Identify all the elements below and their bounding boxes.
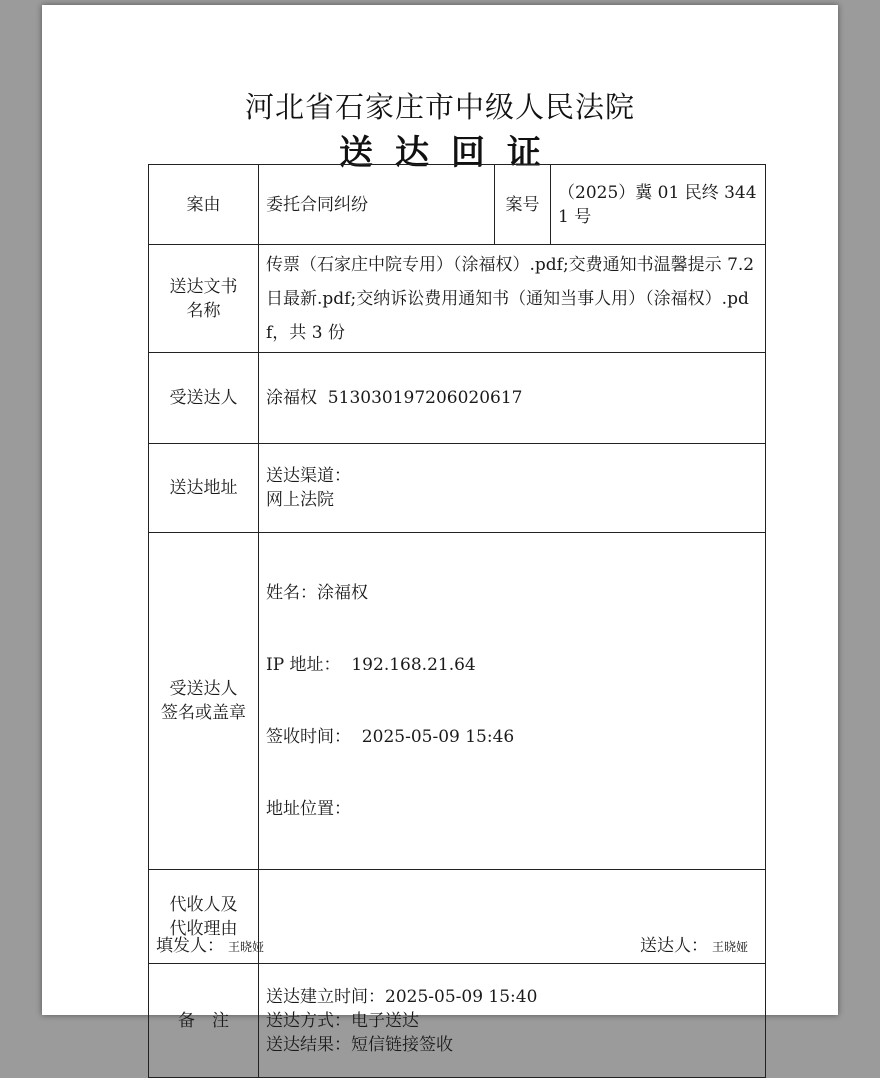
remarks-created-time: 送达建立时间：2025-05-09 15:40: [266, 986, 538, 1007]
filler-label: 填发人：: [156, 936, 224, 956]
document-title: 送达回证: [339, 133, 563, 173]
document-page: [42, 5, 838, 1055]
signature-label: [149, 533, 259, 870]
address-row: [149, 444, 766, 533]
address-channel-value: 网上法院: [266, 490, 334, 510]
case-number-value: （2025）冀 01 民终 3441 号: [551, 165, 766, 245]
case-cause-value: 委托合同纠纷: [259, 165, 495, 245]
remarks-result: 送达结果：短信链接签收: [266, 1034, 453, 1055]
signature-label-line1: 受送达人: [169, 679, 238, 699]
server-label: 送达人：: [640, 936, 708, 956]
case-cause-label: 案由: [149, 165, 259, 245]
documents-label-line1: 送达文书: [169, 276, 238, 297]
remarks-row: [149, 964, 766, 1078]
documents-value: 传票（石家庄中院专用）（涂福权）.pdf;交费通知书温馨提示 7.2 日最新.pdf;交纳诉讼费用通知书（通知当事人用）（涂福权）.pdf，共 3 份: [259, 245, 766, 353]
address-value: [259, 444, 766, 533]
address-label: 送达地址: [149, 444, 259, 533]
remarks-value: [259, 964, 766, 1078]
address-channel-label: 送达渠道：: [266, 466, 351, 486]
recipient-label: 受送达人: [149, 353, 259, 444]
signature-label-line2: 签名或盖章: [161, 703, 246, 723]
case-number-label: 案号: [495, 165, 551, 245]
server-name: 王晓娅: [712, 940, 749, 954]
case-row: [149, 165, 766, 245]
remarks-label: 备 注: [149, 964, 259, 1078]
recipient-row: [149, 353, 766, 444]
signature-name: 姓名：涂福权: [266, 583, 368, 603]
signature-time: 签收时间： 2025-05-09 15:46: [266, 727, 515, 747]
documents-label-line2: 名称: [186, 300, 221, 321]
server-signature: [640, 931, 748, 956]
filler-name: 王晓娅: [228, 940, 265, 954]
recipient-value: 涂福权 513030197206020617: [259, 353, 766, 444]
signature-ip: IP 地址： 192.168.21.64: [266, 655, 476, 675]
remarks-method: 送达方式：电子送达: [266, 1010, 419, 1031]
court-name: 河北省石家庄市中级人民法院: [244, 90, 635, 124]
documents-row: [149, 245, 766, 353]
proxy-label-line2: 代收理由: [169, 918, 238, 939]
signature-value: [259, 533, 766, 870]
documents-label: [149, 245, 259, 353]
signature-location: 地址位置：: [266, 799, 351, 819]
proxy-label-line1: 代收人及: [169, 894, 238, 915]
signature-row: [149, 533, 766, 870]
filler-signature: [156, 931, 264, 956]
